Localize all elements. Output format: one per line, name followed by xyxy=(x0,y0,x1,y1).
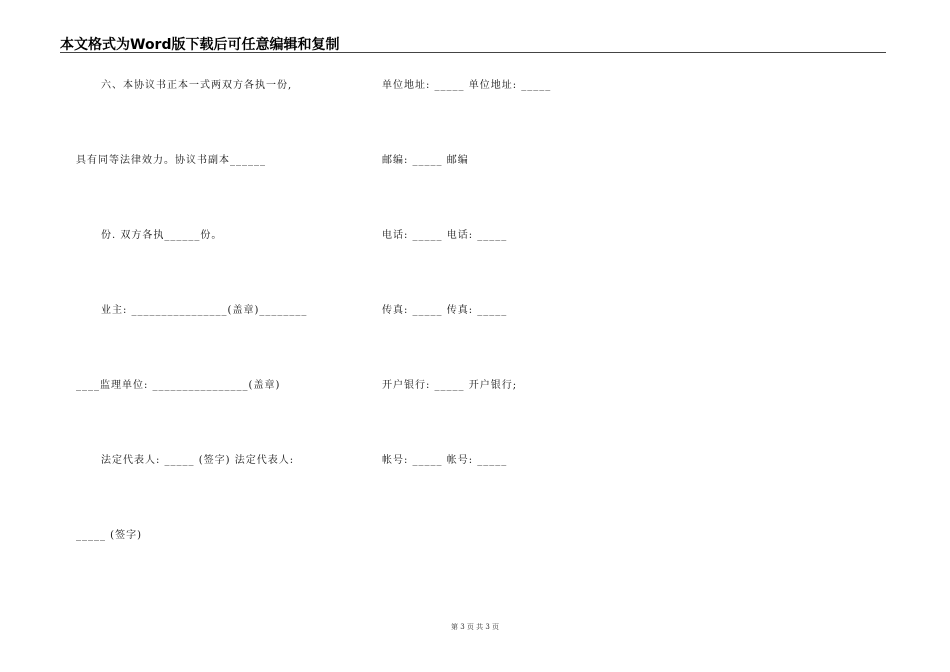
address-line: 单位地址: _____ 单位地址: _____ xyxy=(382,80,552,91)
postcode-line: 邮编: _____ 邮编 xyxy=(382,155,469,166)
account-line: 帐号: _____ 帐号: _____ xyxy=(382,455,508,466)
owner-signature-line: 业主: ________________(盖章)________ xyxy=(101,305,308,316)
fax-line: 传真: _____ 传真: _____ xyxy=(382,305,508,316)
phone-line: 电话: _____ 电话: _____ xyxy=(382,230,508,241)
header-title: 本文格式为Word版下载后可任意编辑和复制 xyxy=(60,37,340,53)
legal-representative-signature-line: _____ (签字) xyxy=(76,530,142,541)
clause-six-line-1: 六、本协议书正本一式两双方各执一份, xyxy=(101,80,293,91)
header-divider xyxy=(60,52,886,53)
page-number: 第 3 页 共 3 页 xyxy=(450,623,500,631)
clause-six-line-3: 份. 双方各执______份。 xyxy=(101,230,223,241)
clause-six-line-2: 具有同等法律效力。协议书副本______ xyxy=(76,155,266,166)
bank-line: 开户银行: _____ 开户银行; xyxy=(382,380,518,391)
supervisor-signature-line: ____监理单位: ________________(盖章) xyxy=(76,380,281,391)
legal-representative-line: 法定代表人: _____ (签字) 法定代表人: xyxy=(101,455,295,466)
